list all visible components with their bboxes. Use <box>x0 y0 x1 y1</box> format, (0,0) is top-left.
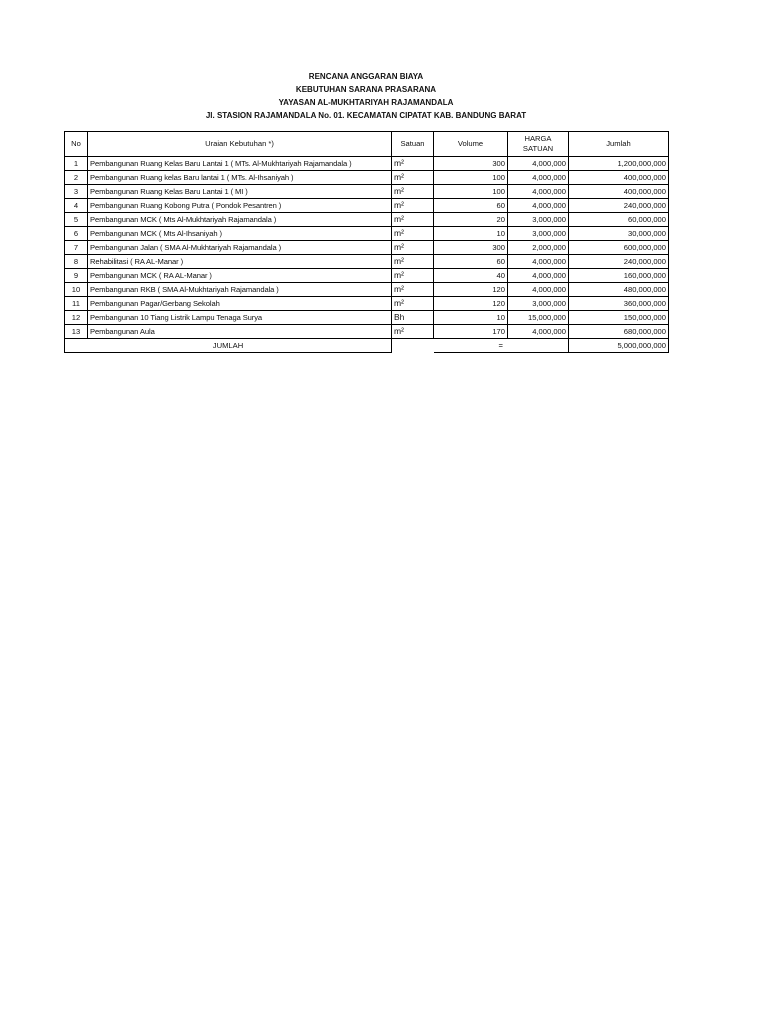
budget-table <box>64 131 669 353</box>
cell-harga: 4,000,000 <box>508 199 569 213</box>
column-header-no: No <box>65 132 88 157</box>
header-organization: YAYASAN AL-MUKHTARIYAH RAJAMANDALA <box>278 98 454 107</box>
cell-volume: 100 <box>434 171 508 185</box>
cell-uraian: Rehabilitasi ( RA AL-Manar ) <box>88 255 392 269</box>
cell-satuan: m² <box>392 157 434 171</box>
cell-no: 8 <box>65 255 88 269</box>
cell-uraian: Pembangunan Pagar/Gerbang Sekolah <box>88 297 392 311</box>
cell-volume: 100 <box>434 185 508 199</box>
cell-volume: 60 <box>434 199 508 213</box>
cell-harga: 4,000,000 <box>508 255 569 269</box>
table-row <box>65 311 669 325</box>
cell-satuan: m² <box>392 297 434 311</box>
cell-volume: 170 <box>434 325 508 339</box>
table-row <box>65 157 669 171</box>
cell-harga: 4,000,000 <box>508 171 569 185</box>
cell-harga: 2,000,000 <box>508 241 569 255</box>
cell-volume: 60 <box>434 255 508 269</box>
header-title: RENCANA ANGGARAN BIAYA <box>308 72 424 81</box>
cell-no: 10 <box>65 283 88 297</box>
cell-uraian: Pembangunan RKB ( SMA Al-Mukhtariyah Rajamandala ) <box>88 283 392 297</box>
column-header-harga-line1: HARGA <box>524 134 552 143</box>
cell-uraian: Pembangunan Jalan ( SMA Al-Mukhtariyah Rajamandala ) <box>88 241 392 255</box>
cell-uraian: Pembangunan MCK ( Mts Al-Ihsaniyah ) <box>88 227 392 241</box>
cell-jumlah: 240,000,000 <box>569 255 669 269</box>
cell-jumlah: 30,000,000 <box>569 227 669 241</box>
cell-jumlah: 240,000,000 <box>569 199 669 213</box>
table-row <box>65 255 669 269</box>
column-header-jumlah: Jumlah <box>569 132 669 157</box>
cell-satuan: m² <box>392 241 434 255</box>
cell-volume: 10 <box>434 311 508 325</box>
table-row <box>65 269 669 283</box>
cell-jumlah: 400,000,000 <box>569 185 669 199</box>
table-row <box>65 213 669 227</box>
total-spacer <box>392 339 434 353</box>
cell-uraian: Pembangunan Aula <box>88 325 392 339</box>
cell-uraian: Pembangunan MCK ( RA AL-Manar ) <box>88 269 392 283</box>
cell-harga: 15,000,000 <box>508 311 569 325</box>
cell-harga: 4,000,000 <box>508 325 569 339</box>
cell-jumlah: 360,000,000 <box>569 297 669 311</box>
cell-no: 7 <box>65 241 88 255</box>
cell-harga: 4,000,000 <box>508 185 569 199</box>
cell-uraian: Pembangunan Ruang Kobong Putra ( Pondok Pesantren ) <box>88 199 392 213</box>
total-row <box>65 339 669 353</box>
total-value: 5,000,000,000 <box>569 339 669 353</box>
cell-satuan: m² <box>392 255 434 269</box>
table-row <box>65 185 669 199</box>
cell-uraian: Pembangunan Ruang Kelas Baru Lantai 1 ( MI ) <box>88 185 392 199</box>
total-equals: = <box>434 339 569 353</box>
cell-uraian: Pembangunan 10 Tiang Listrik Lampu Tenaga Surya <box>88 311 392 325</box>
document-header <box>64 70 668 122</box>
cell-jumlah: 150,000,000 <box>569 311 669 325</box>
cell-jumlah: 480,000,000 <box>569 283 669 297</box>
cell-no: 3 <box>65 185 88 199</box>
column-header-harga-line2: SATUAN <box>522 144 554 153</box>
table-body <box>65 157 669 339</box>
cell-harga: 4,000,000 <box>508 283 569 297</box>
table-row <box>65 241 669 255</box>
cell-harga: 4,000,000 <box>508 157 569 171</box>
cell-volume: 300 <box>434 241 508 255</box>
cell-volume: 120 <box>434 297 508 311</box>
cell-satuan: m² <box>392 325 434 339</box>
cell-uraian: Pembangunan MCK ( Mts Al-Mukhtariyah Rajamandala ) <box>88 213 392 227</box>
table-header-row <box>65 132 669 157</box>
cell-uraian: Pembangunan Ruang Kelas Baru Lantai 1 ( MTs. Al-Mukhtariyah Rajamandala ) <box>88 157 392 171</box>
cell-volume: 300 <box>434 157 508 171</box>
cell-satuan: m² <box>392 283 434 297</box>
cell-harga: 4,000,000 <box>508 269 569 283</box>
cell-satuan: m² <box>392 185 434 199</box>
table-row <box>65 325 669 339</box>
cell-volume: 20 <box>434 213 508 227</box>
cell-jumlah: 160,000,000 <box>569 269 669 283</box>
cell-harga: 3,000,000 <box>508 297 569 311</box>
column-header-uraian: Uraian Kebutuhan *) <box>88 132 392 157</box>
header-subtitle: KEBUTUHAN SARANA PRASARANA <box>295 85 437 94</box>
header-address: Jl. STASION RAJAMANDALA No. 01. KECAMATAN CIPATAT KAB. BANDUNG BARAT <box>205 111 527 120</box>
table-row <box>65 171 669 185</box>
cell-volume: 10 <box>434 227 508 241</box>
column-header-harga <box>508 132 569 157</box>
cell-uraian: Pembangunan Ruang kelas Baru lantai 1 ( MTs. Al-Ihsaniyah ) <box>88 171 392 185</box>
column-header-satuan: Satuan <box>392 132 434 157</box>
cell-no: 4 <box>65 199 88 213</box>
cell-jumlah: 1,200,000,000 <box>569 157 669 171</box>
cell-no: 2 <box>65 171 88 185</box>
cell-no: 9 <box>65 269 88 283</box>
total-label: JUMLAH <box>65 339 392 353</box>
cell-jumlah: 60,000,000 <box>569 213 669 227</box>
cell-jumlah: 600,000,000 <box>569 241 669 255</box>
table-row <box>65 283 669 297</box>
cell-jumlah: 680,000,000 <box>569 325 669 339</box>
table-row <box>65 199 669 213</box>
cell-jumlah: 400,000,000 <box>569 171 669 185</box>
table-row <box>65 227 669 241</box>
cell-no: 1 <box>65 157 88 171</box>
cell-harga: 3,000,000 <box>508 213 569 227</box>
cell-no: 11 <box>65 297 88 311</box>
cell-satuan: m² <box>392 269 434 283</box>
cell-no: 6 <box>65 227 88 241</box>
cell-no: 12 <box>65 311 88 325</box>
cell-volume: 120 <box>434 283 508 297</box>
cell-satuan: m² <box>392 213 434 227</box>
cell-satuan: m² <box>392 227 434 241</box>
cell-satuan: Bh <box>392 311 434 325</box>
cell-harga: 3,000,000 <box>508 227 569 241</box>
cell-satuan: m² <box>392 199 434 213</box>
cell-satuan: m² <box>392 171 434 185</box>
cell-volume: 40 <box>434 269 508 283</box>
cell-no: 13 <box>65 325 88 339</box>
column-header-volume: Volume <box>434 132 508 157</box>
cell-no: 5 <box>65 213 88 227</box>
table-row <box>65 297 669 311</box>
